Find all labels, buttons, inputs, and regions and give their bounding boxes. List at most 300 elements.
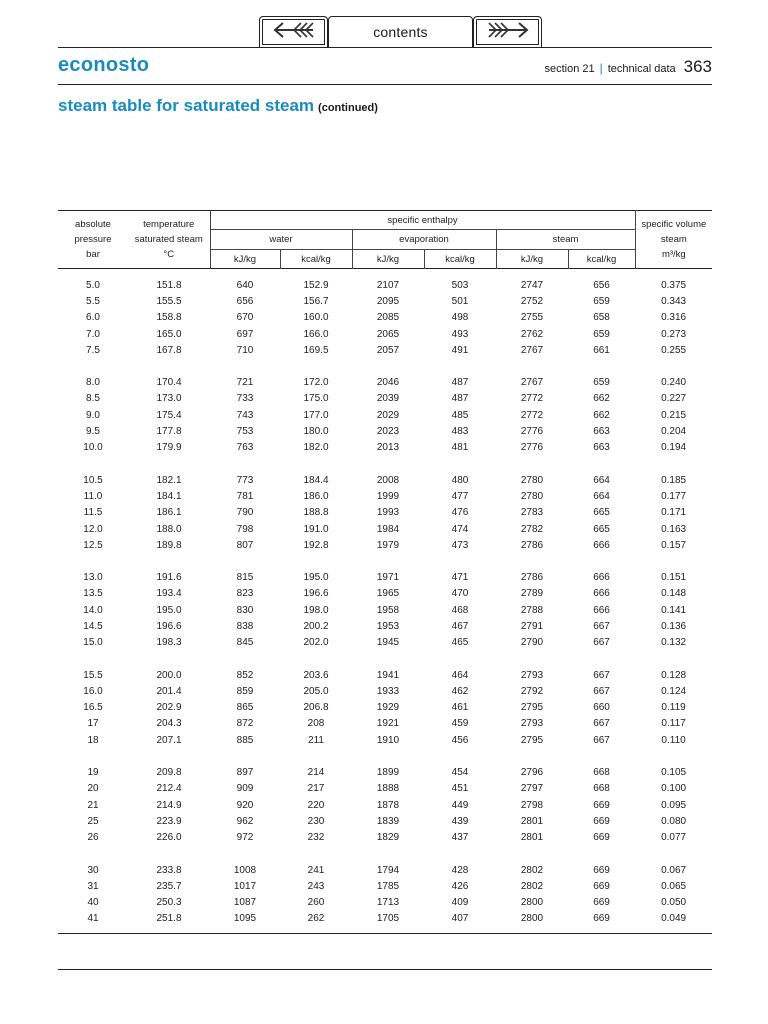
cell-steam-kj: 2786	[520, 539, 544, 551]
cell-evap-kcal: 451	[451, 783, 469, 795]
cell-volume: 0.077	[661, 832, 687, 844]
cell-steam-kj: 2789	[520, 588, 544, 600]
cell-evap-kj: 1993	[376, 507, 400, 519]
cell-water-kcal: 160.0	[303, 312, 329, 324]
cell-water-kcal: 184.4	[303, 474, 329, 486]
cell-temperature: 200.0	[156, 669, 182, 681]
page-title-main: steam table for saturated steam	[58, 96, 315, 115]
table-row	[58, 667, 712, 683]
cell-evap-kj: 1953	[376, 620, 400, 632]
cell-pressure: 10.0	[83, 442, 103, 454]
cell-evap-kcal: 462	[451, 685, 469, 697]
cell-evap-kj: 1785	[376, 880, 400, 892]
cell-evap-kcal: 498	[451, 312, 469, 324]
table-body	[58, 269, 712, 934]
contents-tab[interactable]	[328, 16, 473, 47]
table-row	[58, 472, 712, 488]
table-row	[58, 488, 712, 504]
cell-water-kj: 1017	[233, 880, 257, 892]
cell-steam-kcal: 665	[593, 507, 610, 519]
cell-steam-kj: 2767	[520, 377, 544, 389]
cell-steam-kj: 2802	[520, 880, 544, 892]
cell-water-kcal: 169.5	[303, 344, 329, 356]
cell-water-kj: 845	[236, 637, 254, 649]
cell-steam-kj: 2776	[520, 426, 544, 438]
cell-water-kcal: 186.0	[303, 490, 329, 502]
cell-volume: 0.240	[661, 377, 687, 389]
cell-volume: 0.132	[661, 637, 687, 649]
cell-water-kj: 1095	[233, 913, 257, 925]
table-row	[58, 342, 712, 358]
table-row	[58, 602, 712, 618]
cell-evap-kcal: 454	[451, 767, 469, 779]
cell-water-kcal: 177.0	[303, 409, 329, 421]
cell-evap-kj: 1910	[376, 734, 400, 746]
cell-water-kj: 753	[236, 426, 254, 438]
cell-water-kj: 743	[236, 409, 254, 421]
cell-evap-kcal: 493	[451, 328, 469, 340]
cell-steam-kj: 2772	[520, 393, 544, 405]
page-number: 363	[683, 57, 712, 76]
cell-water-kcal: 220	[307, 799, 325, 811]
table-row	[58, 310, 712, 326]
cell-water-kj: 670	[236, 312, 254, 324]
cell-temperature: 189.8	[156, 539, 182, 551]
cell-steam-kcal: 664	[593, 490, 610, 502]
cell-evap-kcal: 473	[451, 539, 469, 551]
cell-pressure: 5.5	[86, 295, 100, 307]
cell-water-kj: 656	[236, 295, 254, 307]
group-spacer	[58, 846, 712, 862]
cell-evap-kcal: 480	[451, 474, 469, 486]
cell-evap-kcal: 428	[451, 864, 469, 876]
cell-water-kcal: 175.0	[303, 393, 329, 405]
cell-water-kcal: 182.0	[303, 442, 329, 454]
cell-temperature: 184.1	[156, 490, 182, 502]
cell-pressure: 11.5	[83, 507, 103, 519]
cell-steam-kcal: 666	[593, 572, 610, 584]
cell-temperature: 201.4	[156, 685, 182, 697]
cell-volume: 0.255	[661, 344, 687, 356]
cell-steam-kj: 2801	[520, 815, 544, 827]
cell-evap-kcal: 407	[451, 913, 469, 925]
cell-temperature: 204.3	[156, 718, 182, 730]
cell-steam-kj: 2791	[520, 620, 544, 632]
cell-volume: 0.105	[661, 767, 687, 779]
cell-volume: 0.128	[661, 669, 687, 681]
cell-water-kcal: 172.0	[303, 377, 329, 389]
cell-temperature: 193.4	[156, 588, 182, 600]
cell-steam-kcal: 659	[593, 377, 610, 389]
cell-evap-kj: 1713	[376, 897, 400, 909]
cell-evap-kj: 2029	[376, 409, 400, 421]
group-spacer	[58, 456, 712, 472]
double-arrow-left-icon	[271, 20, 317, 45]
cell-volume: 0.163	[661, 523, 687, 535]
cell-steam-kcal: 669	[593, 815, 610, 827]
cell-volume: 0.316	[661, 312, 687, 324]
cell-steam-kj: 2788	[520, 604, 544, 616]
cell-steam-kcal: 656	[593, 279, 610, 291]
cell-temperature: 170.4	[156, 377, 182, 389]
cell-steam-kj: 2798	[520, 799, 544, 811]
cell-water-kj: 852	[236, 669, 254, 681]
cell-evap-kj: 1999	[376, 490, 400, 502]
cell-steam-kj: 2755	[520, 312, 544, 324]
cell-temperature: 158.8	[156, 312, 182, 324]
cell-pressure: 15.5	[83, 669, 103, 681]
section-label: section 21	[544, 63, 595, 75]
cell-steam-kcal: 660	[593, 702, 610, 714]
cell-water-kj: 640	[236, 279, 254, 291]
cell-steam-kcal: 667	[593, 637, 610, 649]
previous-page-tab[interactable]	[259, 16, 328, 47]
header-temperature: temperature saturated steam °C	[134, 219, 203, 260]
cell-evap-kj: 1971	[376, 572, 400, 584]
cell-volume: 0.080	[661, 815, 687, 827]
cell-evap-kcal: 459	[451, 718, 469, 730]
table-end	[58, 927, 712, 934]
cell-water-kj: 721	[236, 377, 254, 389]
cell-temperature: 167.8	[156, 344, 182, 356]
cell-water-kcal: 205.0	[303, 685, 329, 697]
cell-evap-kcal: 487	[451, 393, 469, 405]
table-row	[58, 293, 712, 309]
cell-water-kj: 697	[236, 328, 254, 340]
cell-steam-kcal: 669	[593, 897, 610, 909]
cell-pressure: 13.0	[83, 572, 103, 584]
table-row	[58, 862, 712, 878]
cell-evap-kcal: 461	[451, 702, 469, 714]
cell-temperature: 182.1	[156, 474, 182, 486]
table-row	[58, 326, 712, 342]
group-spacer	[58, 269, 712, 278]
cell-evap-kcal: 456	[451, 734, 469, 746]
table-row	[58, 440, 712, 456]
cell-steam-kj: 2752	[520, 295, 544, 307]
group-spacer	[58, 358, 712, 374]
cell-steam-kcal: 667	[593, 685, 610, 697]
cell-temperature: 188.0	[156, 523, 182, 535]
cell-evap-kj: 1878	[376, 799, 400, 811]
cell-volume: 0.117	[661, 718, 686, 730]
cell-evap-kcal: 471	[451, 572, 469, 584]
cell-volume: 0.124	[661, 685, 687, 697]
cell-steam-kj: 2790	[520, 637, 544, 649]
cell-steam-kcal: 669	[593, 864, 610, 876]
cell-pressure: 18	[87, 734, 99, 746]
cell-evap-kcal: 483	[451, 426, 469, 438]
table-row	[58, 537, 712, 553]
cell-water-kj: 865	[236, 702, 254, 714]
table-row	[58, 700, 712, 716]
cell-steam-kcal: 662	[593, 393, 610, 405]
cell-water-kj: 909	[236, 783, 254, 795]
cell-steam-kj: 2780	[520, 490, 544, 502]
cell-water-kj: 790	[236, 507, 254, 519]
cell-water-kj: 807	[236, 539, 254, 551]
table-row	[58, 895, 712, 911]
cell-pressure: 10.5	[83, 474, 103, 486]
cell-steam-kcal: 666	[593, 604, 610, 616]
cell-temperature: 196.6	[156, 620, 182, 632]
cell-water-kj: 1008	[233, 864, 257, 876]
cell-temperature: 177.8	[156, 426, 182, 438]
cell-evap-kj: 2023	[376, 426, 400, 438]
cell-steam-kj: 2783	[520, 507, 544, 519]
table-row	[58, 374, 712, 390]
cell-temperature: 214.9	[156, 799, 182, 811]
cell-water-kj: 823	[236, 588, 254, 600]
cell-water-kcal: 191.0	[303, 523, 329, 535]
cell-water-kcal: 166.0	[303, 328, 329, 340]
cell-steam-kcal: 659	[593, 328, 610, 340]
cell-water-kcal: 192.8	[303, 539, 329, 551]
table-row	[58, 505, 712, 521]
cell-steam-kcal: 669	[593, 880, 610, 892]
cell-steam-kcal: 663	[593, 426, 610, 438]
cell-water-kcal: 202.0	[303, 637, 329, 649]
category-label: technical data	[607, 63, 676, 75]
cell-temperature: 191.6	[156, 572, 182, 584]
cell-temperature: 207.1	[156, 734, 182, 746]
cell-water-kj: 885	[236, 734, 254, 746]
page-title	[58, 96, 378, 116]
cell-evap-kcal: 481	[451, 442, 469, 454]
cell-evap-kj: 1941	[376, 669, 400, 681]
header-unit-kcal: kcal/kg	[280, 250, 352, 269]
cell-steam-kj: 2786	[520, 572, 544, 584]
cell-steam-kj: 2776	[520, 442, 544, 454]
cell-steam-kj: 2801	[520, 832, 544, 844]
cell-steam-kcal: 667	[593, 669, 610, 681]
contents-label: contents	[373, 24, 428, 40]
cell-temperature: 179.9	[156, 442, 182, 454]
cell-steam-kj: 2795	[520, 702, 544, 714]
cell-water-kj: 920	[236, 799, 254, 811]
cell-steam-kcal: 666	[593, 588, 610, 600]
cell-steam-kcal: 659	[593, 295, 610, 307]
cell-evap-kcal: 449	[451, 799, 469, 811]
cell-steam-kj: 2793	[520, 669, 544, 681]
cell-steam-kj: 2793	[520, 718, 544, 730]
cell-water-kj: 773	[236, 474, 254, 486]
cell-temperature: 175.4	[156, 409, 182, 421]
next-page-tab[interactable]	[473, 16, 542, 47]
cell-water-kj: 962	[236, 815, 254, 827]
cell-evap-kj: 2065	[376, 328, 400, 340]
cell-volume: 0.065	[661, 880, 687, 892]
section-separator: |	[599, 61, 603, 75]
cell-volume: 0.049	[661, 913, 687, 925]
cell-steam-kj: 2797	[520, 783, 544, 795]
table-row	[58, 683, 712, 699]
cell-water-kcal: 196.6	[303, 588, 329, 600]
cell-temperature: 202.9	[156, 702, 182, 714]
cell-pressure: 40	[87, 897, 99, 909]
cell-steam-kcal: 668	[593, 767, 610, 779]
group-spacer	[58, 651, 712, 667]
cell-volume: 0.110	[661, 734, 686, 746]
cell-volume: 0.095	[661, 799, 687, 811]
cell-water-kcal: 230	[307, 815, 325, 827]
cell-evap-kj: 2013	[376, 442, 400, 454]
cell-steam-kj: 2772	[520, 409, 544, 421]
cell-evap-kj: 1899	[376, 767, 400, 779]
cell-evap-kj: 1829	[376, 832, 400, 844]
cell-evap-kj: 1888	[376, 783, 400, 795]
cell-evap-kj: 1958	[376, 604, 400, 616]
cell-temperature: 198.3	[156, 637, 182, 649]
cell-water-kj: 872	[236, 718, 254, 730]
header-specific-volume: specific volume steam m³/kg	[635, 211, 712, 269]
table-row	[58, 569, 712, 585]
cell-water-kj: 838	[236, 620, 254, 632]
cell-evap-kcal: 470	[451, 588, 469, 600]
cell-water-kcal: 206.8	[303, 702, 329, 714]
cell-water-kj: 710	[236, 344, 254, 356]
cell-evap-kj: 2057	[376, 344, 400, 356]
table-row	[58, 813, 712, 829]
cell-evap-kj: 1933	[376, 685, 400, 697]
cell-temperature: 233.8	[156, 864, 182, 876]
cell-temperature: 155.5	[156, 295, 182, 307]
cell-pressure: 8.5	[86, 393, 100, 405]
cell-pressure: 19	[87, 767, 99, 779]
steam-table	[58, 210, 712, 934]
cell-temperature: 195.0	[156, 604, 182, 616]
cell-evap-kcal: 464	[451, 669, 469, 681]
table-row	[58, 732, 712, 748]
section-info	[544, 57, 712, 77]
table-row	[58, 911, 712, 927]
cell-volume: 0.273	[661, 328, 687, 340]
cell-evap-kcal: 409	[451, 897, 469, 909]
cell-steam-kcal: 667	[593, 734, 610, 746]
table-row	[58, 277, 712, 293]
cell-steam-kj: 2795	[520, 734, 544, 746]
cell-volume: 0.177	[661, 490, 687, 502]
cell-evap-kj: 2046	[376, 377, 400, 389]
cell-pressure: 25	[87, 815, 99, 827]
cell-water-kcal: 241	[307, 864, 325, 876]
cell-water-kcal: 214	[307, 767, 325, 779]
table-row	[58, 391, 712, 407]
cell-volume: 0.157	[661, 539, 687, 551]
cell-temperature: 251.8	[156, 913, 182, 925]
cell-water-kcal: 211	[308, 734, 324, 746]
cell-pressure: 9.0	[86, 409, 100, 421]
top-rule	[58, 47, 712, 48]
table-row	[58, 764, 712, 780]
cell-steam-kcal: 663	[593, 442, 610, 454]
header-specific-enthalpy: specific enthalpy	[210, 211, 635, 230]
cell-temperature: 223.9	[156, 815, 182, 827]
cell-steam-kcal: 666	[593, 539, 610, 551]
cell-evap-kcal: 467	[451, 620, 469, 632]
cell-water-kj: 815	[236, 572, 254, 584]
cell-evap-kj: 2008	[376, 474, 400, 486]
cell-temperature: 173.0	[156, 393, 182, 405]
cell-pressure: 14.5	[83, 620, 103, 632]
cell-water-kcal: 208	[307, 718, 325, 730]
cell-evap-kj: 1839	[376, 815, 400, 827]
table-row	[58, 407, 712, 423]
cell-volume: 0.148	[661, 588, 687, 600]
cell-water-kcal: 156.7	[303, 295, 329, 307]
cell-evap-kj: 1984	[376, 523, 400, 535]
cell-pressure: 11.0	[83, 490, 103, 502]
cell-evap-kj: 1965	[376, 588, 400, 600]
cell-pressure: 17	[87, 718, 99, 730]
cell-volume: 0.227	[661, 393, 687, 405]
cell-evap-kcal: 465	[451, 637, 469, 649]
cell-steam-kj: 2792	[520, 685, 544, 697]
cell-water-kj: 1087	[233, 897, 257, 909]
cell-temperature: 235.7	[156, 880, 182, 892]
cell-temperature: 226.0	[156, 832, 182, 844]
cell-steam-kcal: 661	[593, 344, 610, 356]
cell-evap-kcal: 468	[451, 604, 469, 616]
header-evaporation: evaporation	[352, 230, 496, 250]
header-water: water	[210, 230, 352, 250]
cell-water-kcal: 195.0	[303, 572, 329, 584]
cell-temperature: 212.4	[156, 783, 182, 795]
cell-pressure: 9.5	[86, 426, 100, 438]
header-unit-kj: kJ/kg	[210, 250, 280, 269]
group-spacer	[58, 553, 712, 569]
cell-steam-kcal: 662	[593, 409, 610, 421]
cell-evap-kj: 1921	[376, 718, 400, 730]
cell-steam-kcal: 667	[593, 620, 610, 632]
cell-steam-kcal: 668	[593, 783, 610, 795]
cell-water-kcal: 198.0	[303, 604, 329, 616]
cell-volume: 0.151	[661, 572, 687, 584]
cell-evap-kcal: 426	[451, 880, 469, 892]
cell-pressure: 14.0	[83, 604, 103, 616]
cell-steam-kj: 2747	[520, 279, 544, 291]
header-rule	[58, 84, 712, 85]
cell-water-kj: 897	[236, 767, 254, 779]
table-row	[58, 716, 712, 732]
table-row	[58, 521, 712, 537]
cell-pressure: 6.0	[86, 312, 100, 324]
cell-volume: 0.141	[661, 604, 687, 616]
cell-water-kcal: 152.9	[303, 279, 329, 291]
cell-steam-kj: 2782	[520, 523, 544, 535]
header-absolute-pressure: absolute pressure bar	[74, 219, 112, 260]
cell-evap-kj: 1979	[376, 539, 400, 551]
cell-steam-kj: 2762	[520, 328, 544, 340]
page-title-suffix: (continued)	[318, 102, 378, 114]
cell-steam-kcal: 664	[593, 474, 610, 486]
cell-pressure: 30	[87, 864, 99, 876]
cell-evap-kj: 1945	[376, 637, 400, 649]
cell-evap-kcal: 476	[451, 507, 469, 519]
cell-water-kcal: 203.6	[303, 669, 329, 681]
cell-temperature: 165.0	[156, 328, 182, 340]
cell-water-kj: 798	[236, 523, 254, 535]
table-row	[58, 878, 712, 894]
cell-pressure: 12.0	[83, 523, 103, 535]
cell-evap-kj: 2107	[376, 279, 400, 291]
table-row	[58, 586, 712, 602]
cell-water-kcal: 260	[307, 897, 325, 909]
double-arrow-right-icon	[485, 20, 531, 45]
cell-temperature: 186.1	[156, 507, 182, 519]
cell-evap-kj: 1929	[376, 702, 400, 714]
cell-evap-kj: 2085	[376, 312, 400, 324]
